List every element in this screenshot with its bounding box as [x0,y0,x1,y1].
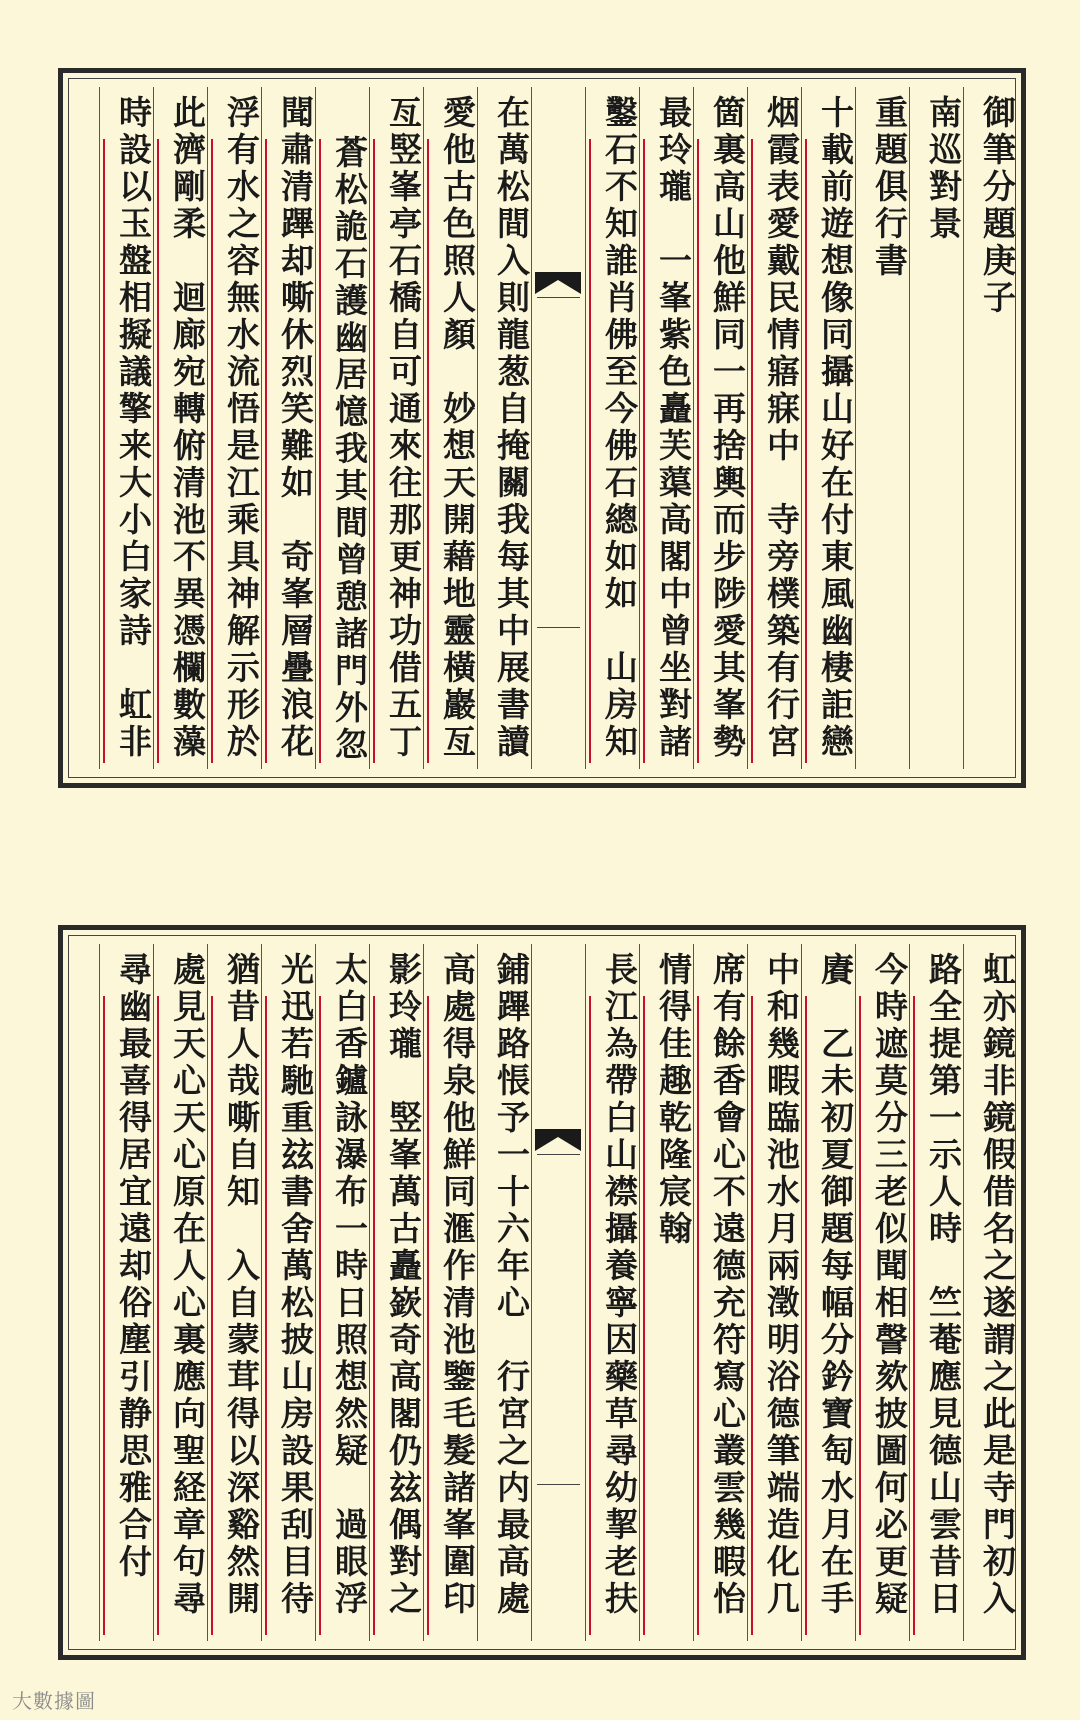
fold-center [531,87,585,769]
top-page [58,68,1026,788]
text-column [801,944,855,1641]
red-rule-line [319,139,321,763]
red-rule-line [697,139,699,763]
text-column [693,944,747,1641]
red-rule-line [157,996,159,1635]
red-rule-line [427,996,429,1635]
red-rule-line [805,139,807,763]
red-rule-line [589,996,591,1635]
red-rule-line [211,139,213,763]
column-text: 席有餘香會心不遠德充符寫心叢雲幾暇怡 [708,952,747,1618]
column-text: 影玲瓏 竪峯萬古矗嶔奇高閣仍玆偶對之 [384,952,423,1618]
text-column [963,87,1017,769]
red-rule-line [589,139,591,763]
text-column [477,944,531,1641]
text-column [855,944,909,1641]
red-rule-line [697,996,699,1635]
text-column [963,944,1017,1641]
column-text: 南巡對景 [924,95,963,243]
bottom-page [58,925,1026,1660]
column-text: 此濟剛柔 迴廊宛轉俯清池不異憑欄數藻 [168,95,207,761]
text-column [909,944,963,1641]
column-text: 時設以玉盤相擬議擎来大小白家詩 虹非 [114,95,153,761]
red-rule-line [751,139,753,763]
red-rule-line [373,139,375,763]
text-column [747,87,801,769]
red-rule-line [103,996,105,1635]
column-text: 路全提第一示人時 竺菴應見德山雲昔日 [924,952,963,1618]
column-text: 蒼松詭石護幽居憶我其間曾憩諸門外忽 [330,135,369,764]
red-rule-line [913,996,915,1635]
text-column [423,87,477,769]
column-text: 長江為帶白山襟攝養寧因藥草尋幼挈老扶 [600,952,639,1618]
text-column [315,87,369,769]
text-column [99,87,153,769]
text-column [801,87,855,769]
column-text: 猶昔人哉嘶自知 入自蒙茸得以深谿然開 [222,952,261,1618]
text-column [261,944,315,1641]
column-text: 亙竪峯亭石橋自可通來往那更神功借五丁 [384,95,423,761]
column-text: 中和幾暇臨池水月兩澂明浴德筆端造化几 [762,952,801,1618]
red-rule-line [265,996,267,1635]
column-text: 高處得泉他鮮同滙作清池鑒毛髮諸峯圍印 [438,952,477,1618]
column-text: 愛他古色照人顏 妙想天開藉地靈橫巖亙 [438,95,477,761]
column-text: 今時遮莫分三老似聞相謦欬披圖何必更疑 [870,952,909,1618]
red-rule-line [805,996,807,1635]
text-column [639,944,693,1641]
text-column [369,944,423,1641]
text-column [585,87,639,769]
watermark: 大數據圖 [12,1689,96,1713]
text-column [261,87,315,769]
red-rule-line [643,996,645,1635]
red-rule-line [265,139,267,763]
column-text: 聞肅清蹕却嘶休烈笑難如 奇峯層疊浪花 [276,95,315,761]
column-text: 在萬松間入則龍葱自掩關我每其中展書讀 [492,95,531,761]
column-text: 烟霞表愛戴民情寤寐中 寺旁樸築有行宮 [762,95,801,761]
fold-center [531,944,585,1641]
text-column [909,87,963,769]
red-rule-line [103,139,105,763]
text-column [585,944,639,1641]
text-column [99,944,153,1641]
column-text: 浮有水之容無水流悟是江乘具神解示形於 [222,95,261,761]
red-rule-line [211,996,213,1635]
column-text: 虹亦鏡非鏡假借名之遂謂之此是寺門初入 [978,952,1017,1618]
column-text: 箇裏高山他鮮同一再捨輿而步陟愛其峯勢 [708,95,747,761]
text-column [423,944,477,1641]
text-column [639,87,693,769]
red-rule-line [157,139,159,763]
column-text: 賡 乙未初夏御題每幅分鈐寶匋水月在手 [816,952,855,1618]
red-rule-line [373,996,375,1635]
text-column [369,87,423,769]
text-column [207,87,261,769]
column-text: 情得佳趣乾隆宸翰 [654,952,693,1248]
red-rule-line [859,996,861,1635]
text-column [855,87,909,769]
red-rule-line [751,996,753,1635]
column-text: 鋪蹕路悵予一十六年心 行宮之内最高處 [492,952,531,1618]
column-text: 太白香鑪詠瀑布一時日照想然疑 過眼浮 [330,952,369,1618]
text-column [207,944,261,1641]
text-column [153,87,207,769]
text-column [153,944,207,1641]
column-text: 重題俱行書 [870,95,909,280]
red-rule-line [427,139,429,763]
text-column [315,944,369,1641]
column-text: 御筆分題庚子 [978,95,1017,317]
text-column [693,87,747,769]
column-text: 十載前遊想像同攝山好在付東風幽棲詎戀 [816,95,855,761]
column-text: 鑿石不知誰肖佛至今佛石總如如 山房知 [600,95,639,761]
text-column [747,944,801,1641]
column-text: 尋幽最喜得居宜遠却俗塵引静思雅合付 [114,952,153,1581]
column-text: 處見天心天心原在人心裏應向聖経章句尋 [168,952,207,1618]
column-text: 光迅若馳重玆書舍萬松披山房設果刮目待 [276,952,315,1618]
text-column [477,87,531,769]
red-rule-line [643,139,645,763]
column-text: 最玲瓏 一峯紫色矗芙蕖高閣中曾坐對諸 [654,95,693,761]
red-rule-line [319,996,321,1635]
